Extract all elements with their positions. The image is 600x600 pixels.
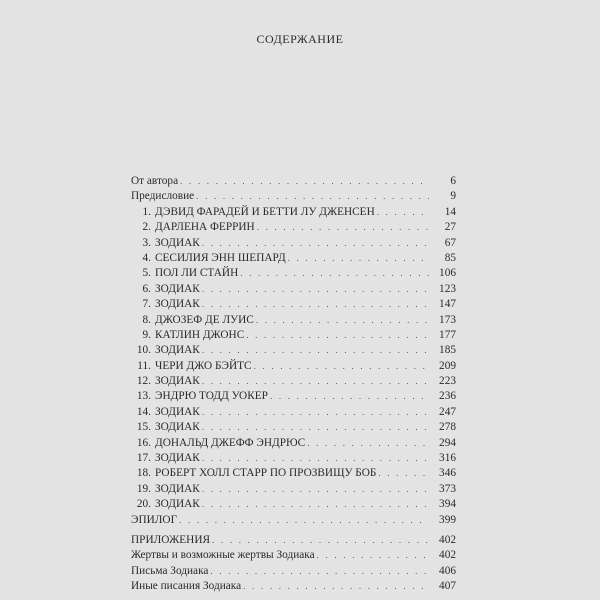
dot-leader	[202, 497, 429, 512]
toc-entry-page: 123	[439, 282, 456, 295]
toc-entry-appendices	[131, 533, 456, 548]
dot-leader	[202, 297, 429, 312]
toc-entry-page: 346	[439, 467, 456, 480]
chapter-title: ЧЕРИ ДЖО БЭЙТС	[155, 359, 252, 372]
toc-entry-label	[131, 451, 202, 466]
dot-leader	[202, 405, 429, 420]
toc-entry-chapter	[131, 374, 456, 389]
toc-entry-page: 209	[439, 359, 456, 372]
toc-entry-page: 85	[444, 251, 456, 264]
toc-entry-label	[131, 282, 202, 297]
toc-entry-page: 407	[439, 580, 456, 593]
toc-entry-chapter	[131, 482, 456, 497]
dot-leader	[246, 328, 429, 343]
toc-entry-label	[131, 389, 270, 404]
dot-leader	[202, 451, 429, 466]
toc-entry-label: ПРИЛОЖЕНИЯ	[131, 533, 211, 546]
toc-entry-page: 6	[450, 175, 456, 187]
chapter-title: ЗОДИАК	[155, 344, 200, 357]
toc-entry-label	[131, 328, 246, 343]
toc-entry-chapter	[131, 359, 456, 374]
toc-entry-page: 402	[439, 549, 456, 562]
toc-entry-page: 106	[439, 267, 456, 280]
chapter-number: 16.	[136, 436, 151, 449]
toc-entry-page: 67	[444, 236, 456, 249]
chapter-title: ЗОДИАК	[155, 452, 200, 465]
toc-entry-label	[131, 266, 240, 281]
toc-entry-page: 406	[439, 564, 456, 577]
toc-entry-chapter	[131, 297, 456, 312]
chapter-title: ЗОДИАК	[155, 421, 200, 434]
table-of-contents	[131, 174, 456, 595]
dot-leader	[179, 513, 429, 528]
toc-entry-other-writings	[131, 579, 456, 594]
chapter-title: ДЭВИД ФАРАДЕЙ И БЕТТИ ЛУ ДЖЕНСЕН	[155, 205, 375, 218]
chapter-number: 4.	[142, 251, 151, 264]
toc-entry-chapter	[131, 282, 456, 297]
toc-entry-label	[131, 220, 257, 235]
chapter-title: ДОНАЛЬД ДЖЕФФ ЭНДРЮС	[155, 436, 306, 449]
dot-leader	[202, 343, 429, 358]
toc-entry-page: 185	[439, 344, 456, 357]
dot-leader	[378, 466, 429, 481]
toc-entry-label	[131, 343, 202, 358]
toc-entry-label	[131, 374, 202, 389]
toc-entry-page: 9	[450, 190, 456, 203]
toc-entry-chapter	[131, 266, 456, 281]
chapter-title: ЗОДИАК	[155, 405, 200, 418]
toc-entry-chapter	[131, 420, 456, 435]
toc-entry-label: Письма Зодиака	[131, 564, 209, 577]
dot-leader	[202, 236, 429, 251]
dot-leader	[254, 359, 429, 374]
chapter-list	[131, 205, 456, 513]
toc-entry-label	[131, 466, 378, 481]
chapter-title: ПОЛ ЛИ СТАЙН	[155, 267, 239, 280]
toc-entry-page: 399	[439, 513, 456, 526]
toc-entry-label: От автора	[131, 175, 179, 187]
dot-leader	[270, 389, 429, 404]
toc-entry-chapter	[131, 389, 456, 404]
toc-entry-page: 316	[439, 452, 456, 465]
toc-entry-preface	[131, 189, 456, 204]
toc-entry-chapter	[131, 236, 456, 251]
dot-leader	[307, 436, 429, 451]
toc-entry-label	[131, 359, 254, 374]
toc-entry-label	[131, 251, 288, 266]
chapter-title: КАТЛИН ДЖОНС	[155, 328, 245, 341]
chapter-title: ЗОДИАК	[155, 498, 200, 511]
dot-leader	[202, 282, 429, 297]
toc-entry-label	[131, 405, 202, 420]
toc-entry-label: Жертвы и возможные жертвы Зодиака	[131, 549, 315, 562]
toc-entry-from-author	[131, 174, 456, 189]
toc-entry-chapter	[131, 251, 456, 266]
dot-leader	[202, 482, 429, 497]
toc-entry-page: 236	[439, 390, 456, 403]
toc-entry-chapter	[131, 405, 456, 420]
toc-entry-page: 223	[439, 375, 456, 388]
toc-entry-label	[131, 436, 307, 451]
chapter-number: 17.	[136, 452, 151, 465]
toc-entry-label: Предисловие	[131, 190, 195, 203]
chapter-number: 14.	[136, 405, 151, 418]
dot-leader	[196, 189, 429, 204]
chapter-title: СЕСИЛИЯ ЭНН ШЕПАРД	[155, 251, 286, 264]
chapter-number: 8.	[142, 313, 151, 326]
toc-entry-label	[131, 205, 377, 220]
toc-entry-label	[131, 497, 202, 512]
chapter-number: 10.	[136, 344, 151, 357]
toc-entry-chapter	[131, 436, 456, 451]
chapter-number: 5.	[142, 267, 151, 280]
toc-entry-page: 373	[439, 482, 456, 495]
chapter-title: ДАРЛЕНА ФЕРРИН	[155, 221, 255, 234]
chapter-number: 6.	[142, 282, 151, 295]
toc-entry-page: 147	[439, 298, 456, 311]
toc-entry-chapter	[131, 220, 456, 235]
chapter-number: 12.	[136, 375, 151, 388]
chapter-number: 2.	[142, 221, 151, 234]
chapter-number: 18.	[136, 467, 151, 480]
toc-entry-chapter	[131, 205, 456, 220]
toc-entry-page: 394	[439, 498, 456, 511]
chapter-title: ЗОДИАК	[155, 282, 200, 295]
dot-leader	[377, 205, 429, 220]
chapter-title: ЗОДИАК	[155, 236, 200, 249]
chapter-number: 11.	[137, 359, 151, 372]
dot-leader	[240, 266, 429, 281]
toc-entry-label	[131, 236, 202, 251]
toc-entry-page: 173	[439, 313, 456, 326]
dot-leader	[243, 579, 429, 594]
chapter-title: ЭНДРЮ ТОДД УОКЕР	[155, 390, 268, 403]
dot-leader	[202, 420, 429, 435]
chapter-number: 13.	[136, 390, 151, 403]
toc-entry-label: Иные писания Зодиака	[131, 580, 242, 593]
chapter-title: ЗОДИАК	[155, 298, 200, 311]
chapter-number: 9.	[142, 328, 151, 341]
toc-entry-letters	[131, 564, 456, 579]
toc-entry-chapter	[131, 451, 456, 466]
page-title: СОДЕРЖАНИЕ	[256, 32, 344, 46]
toc-entry-page: 177	[439, 328, 456, 341]
chapter-title: ЗОДИАК	[155, 482, 200, 495]
dot-leader	[256, 313, 429, 328]
toc-entry-chapter	[131, 497, 456, 512]
toc-entry-victims	[131, 548, 456, 563]
toc-entry-label	[131, 297, 202, 312]
toc-entry-epilogue	[131, 513, 456, 528]
dot-leader	[210, 564, 429, 579]
toc-entry-page: 27	[444, 221, 456, 234]
dot-leader	[180, 174, 429, 189]
chapter-title: ДЖОЗЕФ ДЕ ЛУИС	[155, 313, 254, 326]
dot-leader	[257, 220, 429, 235]
chapter-number: 20.	[136, 498, 151, 511]
toc-entry-label	[131, 482, 202, 497]
chapter-number: 15.	[136, 421, 151, 434]
toc-entry-label: ЭПИЛОГ	[131, 513, 178, 526]
chapter-number: 7.	[142, 298, 151, 311]
toc-entry-label	[131, 313, 256, 328]
chapter-number: 3.	[142, 236, 151, 249]
toc-entry-chapter	[131, 328, 456, 343]
dot-leader	[288, 251, 429, 266]
dot-leader	[317, 548, 429, 563]
toc-entry-chapter	[131, 466, 456, 481]
toc-entry-chapter	[131, 343, 456, 358]
toc-entry-label	[131, 420, 202, 435]
toc-entry-page: 247	[439, 405, 456, 418]
chapter-title: ЗОДИАК	[155, 375, 200, 388]
dot-leader	[212, 533, 429, 548]
toc-entry-page: 278	[439, 421, 456, 434]
chapter-number: 19.	[136, 482, 151, 495]
toc-entry-page: 294	[439, 436, 456, 449]
toc-entry-page: 14	[444, 205, 456, 218]
toc-entry-page: 402	[439, 533, 456, 546]
chapter-number: 1.	[142, 205, 151, 218]
toc-entry-chapter	[131, 313, 456, 328]
chapter-title: РОБЕРТ ХОЛЛ СТАРР ПО ПРОЗВИЩУ БОБ	[155, 467, 377, 480]
dot-leader	[202, 374, 429, 389]
